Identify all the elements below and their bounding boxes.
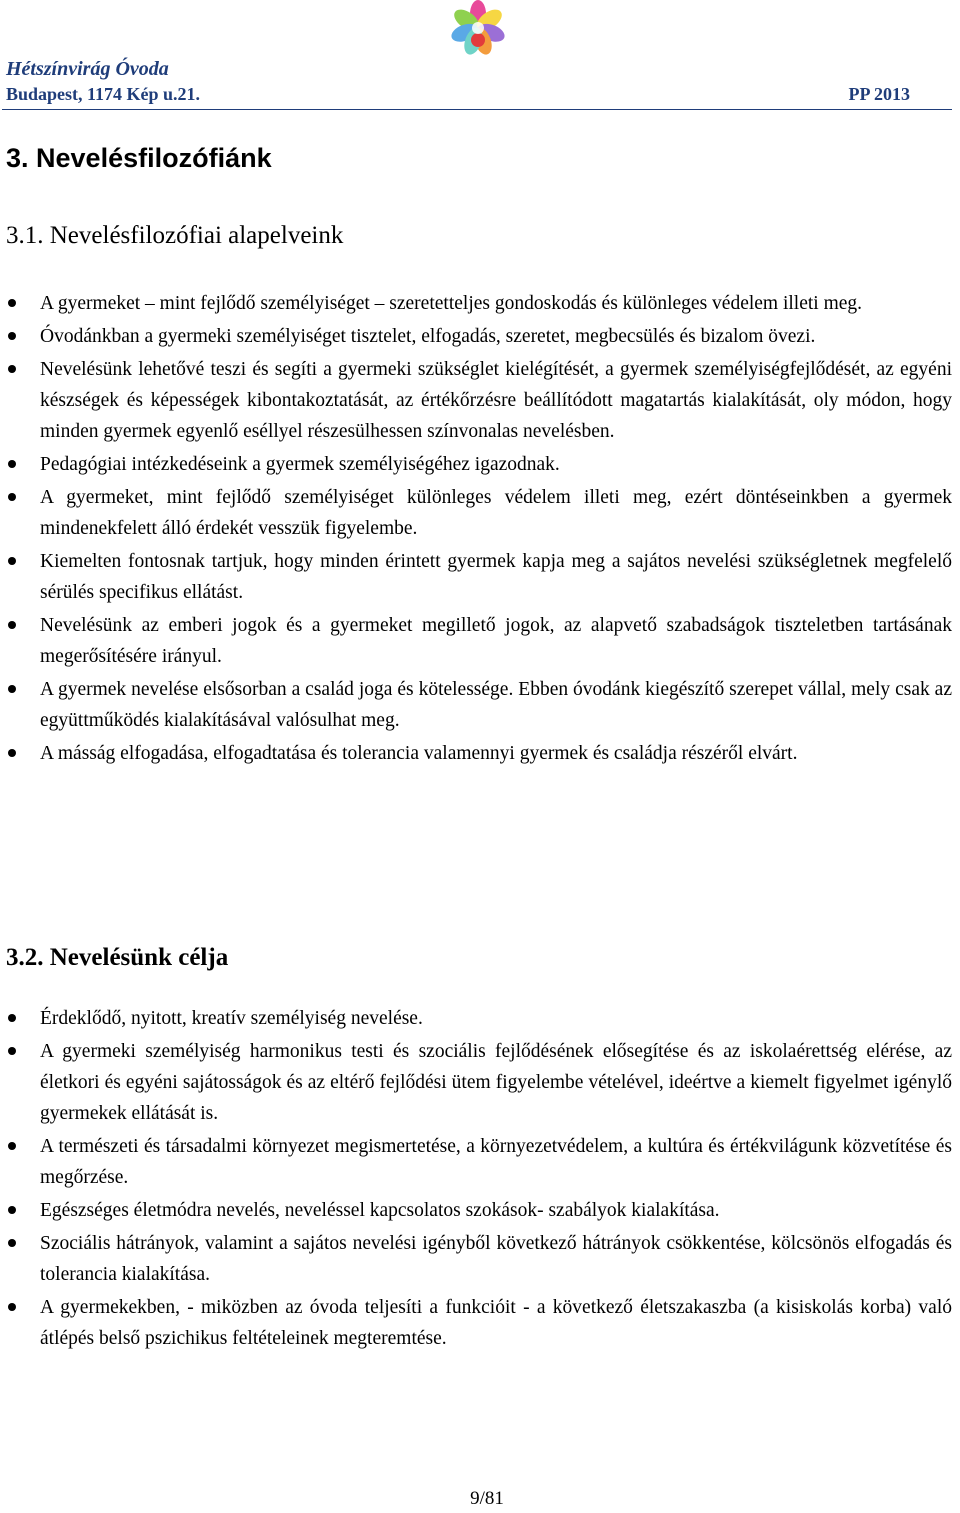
list-item: A természeti és társadalmi környezet megismertetése, a környezetvédelem, a kultúra és értékvilágunk közvetítése és megőrzése. [0,1131,960,1193]
org-name: Hétszínvirág Óvoda [6,58,169,80]
list-item: Óvodánkban a gyermeki személyiséget tisztelet, elfogadás, szeretet, megbecsülés és bizalom övezi. [0,321,960,352]
bullet-icon [8,1239,16,1247]
list-item: A gyermeket – mint fejlődő személyiséget – szeretetteljes gondoskodás és különleges védelem illeti meg. [0,288,960,319]
section-2-list [0,1003,960,1356]
flower-logo-icon [430,0,526,56]
section-2-title [6,944,228,972]
bullet-icon [8,1206,16,1214]
list-item: Pedagógiai intézkedéseink a gyermek személyiségéhez igazodnak. [0,449,960,480]
list-item: Szociális hátrányok, valamint a sajátos nevelési igényből következő hátrányok csökkentése, kölcsönös elfogadás és tolerancia kialakítása. [0,1228,960,1290]
list-item: A gyermekekben, - miközben az óvoda teljesíti a funkcióit - a következő életszakaszba (a kisiskolás korba) való átlépés belső pszichikus feltételeinek megteremtése. [0,1292,960,1354]
bullet-icon [8,1303,16,1311]
bullet-icon [8,621,16,629]
section-2-number: 3.2. [6,944,44,971]
page-number: 9/81 [470,1488,504,1509]
list-item: Kiemelten fontosnak tartjuk, hogy minden érintett gyermek kapja meg a sajátos nevelési szükségletnek megfelelő sérülés specifikus ellátást. [0,546,960,608]
bullet-icon [8,1014,16,1022]
bullet-icon [8,299,16,307]
org-address: Budapest, 1174 Kép u.21. [6,84,201,104]
bullet-icon [8,1047,16,1055]
list-item: Nevelésünk az emberi jogok és a gyermeket megillető jogok, az alapvető szabadságok tiszteletben tartásának megerősítésére irányul. [0,610,960,672]
bullet-icon [8,332,16,340]
list-item: Nevelésünk lehetővé teszi és segíti a gyermeki szükséglet kielégítését, a gyermek személyiségfejlődését, az egyéni készségek és képességek kibontakoztatását, az értékőrzésre beállítódott magatartás kialakítását, oly módon, hogy minden gyermek egyenlő eséllyel részesülhessen színvonalas nevelésben. [0,354,960,447]
bullet-icon [8,1142,16,1150]
bullet-icon [8,365,16,373]
section-2-heading: Nevelésünk célja [49,944,229,971]
bullet-icon [8,460,16,468]
section-1-title: 3.1. Nevelésfilozófiai alapelveink [6,222,344,249]
chapter-title: 3. Nevelésfilozófiánk [6,143,272,173]
list-item: A gyermek nevelése elsősorban a család joga és kötelessége. Ebben óvodánk kiegészítő szerepet vállal, mely csak az együttműködés kialakításával valósulhat meg. [0,674,960,736]
list-item: A gyermeket, mint fejlődő személyiséget különleges védelem illeti meg, ezért döntéseinkben a gyermek mindenekfelett álló érdekét vesszük figyelembe. [0,482,960,544]
list-item: A gyermeki személyiség harmonikus testi és szociális fejlődésének elősegítése és az iskolaérettség elérése, az életkori és egyéni sajátosságok és az eltérő fejlődési ütem figyelembe vételével, ideértve a kiemelt figyelmet igénylő gyermekek ellátását is. [0,1036,960,1129]
bullet-icon [8,749,16,757]
header-divider [2,109,952,110]
list-item: A másság elfogadása, elfogadtatása és tolerancia valamennyi gyermek és családja részéről elvárt. [0,738,960,769]
bullet-icon [8,557,16,565]
doc-code: PP 2013 [848,84,910,104]
list-item: Érdeklődő, nyitott, kreatív személyiség nevelése. [0,1003,960,1034]
bullet-icon [8,493,16,501]
section-1-list [0,288,960,771]
list-item: Egészséges életmódra nevelés, neveléssel kapcsolatos szokások- szabályok kialakítása. [0,1195,960,1226]
bullet-icon [8,685,16,693]
